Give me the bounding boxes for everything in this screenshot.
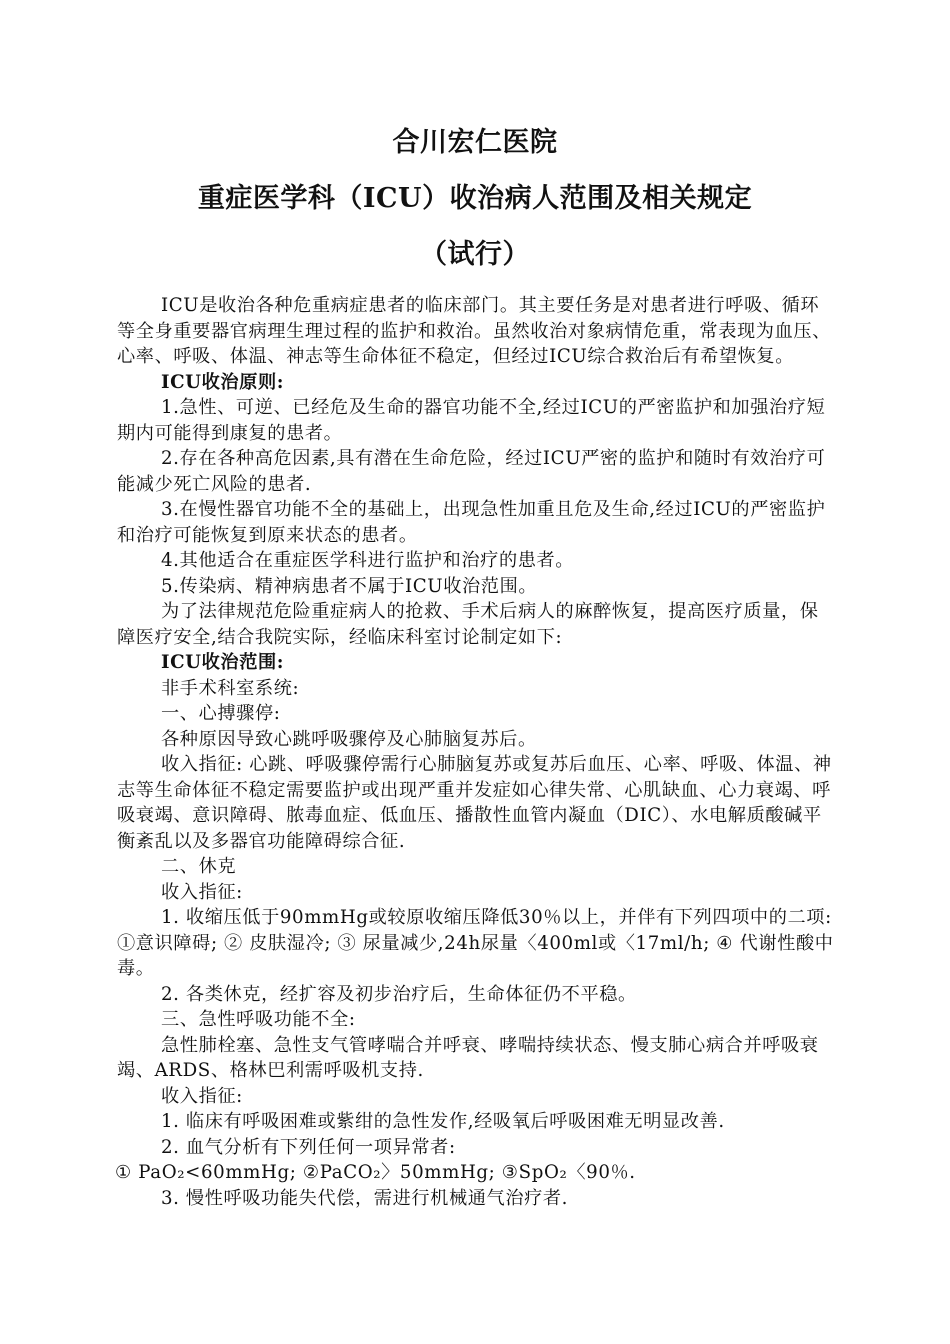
category-heading: 一、心搏骤停:: [161, 703, 281, 724]
principle-item: 2.存在各种高危因素,具有潜在生命危险，经过ICU严密的监护和随时有效治疗可能减少死亡风险的患者.: [117, 448, 826, 495]
body-paragraph: 3. 慢性呼吸功能失代偿，需进行机械通气治疗者.: [161, 1187, 569, 1209]
intro-paragraph: ICU是收治各种危重病症患者的临床部门。其主要任务是对患者进行呼吸、循环等全身重要器官病理生理过程的监护和救治。虽然收治对象病情危重，常表现为血压、心率、呼吸、体温、神志等生命体征不稳定，但经过ICU综合救治后有希望恢复。: [117, 295, 831, 367]
document-title: 重症医学科（ICU）收治病人范围及相关规定: [197, 183, 753, 214]
document-body: [117, 293, 837, 1211]
hospital-name: 合川宏仁医院: [392, 127, 558, 158]
subsection-label: 非手术科室系统:: [161, 677, 300, 699]
blood-gas-criteria: ① PaO₂<60mmHg; ②PaCO₂〉50mmHg; ③SpO₂〈90％.: [115, 1162, 636, 1183]
header-block: [0, 128, 950, 270]
section-heading-principles: ICU收治原则:: [161, 371, 285, 393]
body-paragraph: 2. 血气分析有下列任何一项异常者:: [161, 1136, 456, 1158]
indication-label: 收入指征:: [161, 881, 243, 903]
principle-item: 4.其他适合在重症医学科进行监护和治疗的患者。: [161, 550, 575, 571]
body-paragraph: 1. 收缩压低于90mmHg或较原收缩压降低30％以上，并伴有下列四项中的二项: ①意识障碍; ② 皮肤湿冷; ③ 尿量减少,24h尿量〈400ml或〈17ml/h; ④ 代谢性酸中毒。: [117, 907, 834, 979]
body-paragraph: 收入指征: 心跳、呼吸骤停需行心肺脑复苏或复苏后血压、心率、呼吸、体温、神志等生命体征不稳定需要监护或出现严重并发症如心律失常、心肌缺血、心力衰竭、呼吸衰竭、意识障碍、脓毒血症、低血压、播散性血管内凝血（DIC）、水电解质酸碱平衡紊乱以及多器官功能障碍综合征.: [117, 754, 832, 852]
document-subtitle: （试行）: [420, 239, 530, 270]
principle-item: 3.在慢性器官功能不全的基础上，出现急性加重且危及生命,经过ICU的严密监护和治疗可能恢复到原来状态的患者。: [117, 499, 826, 546]
purpose-paragraph: 为了法律规范危险重症病人的抢救、手术后病人的麻醉恢复，提高医疗质量，保障医疗安全,结合我院实际，经临床科室讨论制定如下:: [117, 601, 819, 648]
principle-item: 1.急性、可逆、已经危及生命的器官功能不全,经过ICU的严密监护和加强治疗短期内可能得到康复的患者。: [117, 397, 826, 444]
body-paragraph: 2. 各类休克，经扩容及初步治疗后，生命体征仍不平稳。: [161, 983, 637, 1005]
body-paragraph: 1. 临床有呼吸困难或紫绀的急性发作,经吸氧后呼吸困难无明显改善.: [161, 1111, 725, 1132]
body-paragraph: 各种原因导致心跳呼吸骤停及心肺脑复苏后。: [161, 728, 537, 750]
section-heading-scope: ICU收治范围:: [161, 652, 285, 673]
body-paragraph: 急性肺栓塞、急性支气管哮喘合并呼衰、哮喘持续状态、慢支肺心病合并呼吸衰竭、ARDS、格林巴利需呼吸机支持.: [117, 1034, 819, 1081]
principle-item: 5.传染病、精神病患者不属于ICU收治范围。: [161, 575, 538, 597]
category-heading: 二、休克: [161, 856, 237, 877]
indication-label: 收入指征:: [161, 1085, 243, 1107]
category-heading: 三、急性呼吸功能不全:: [161, 1009, 356, 1030]
